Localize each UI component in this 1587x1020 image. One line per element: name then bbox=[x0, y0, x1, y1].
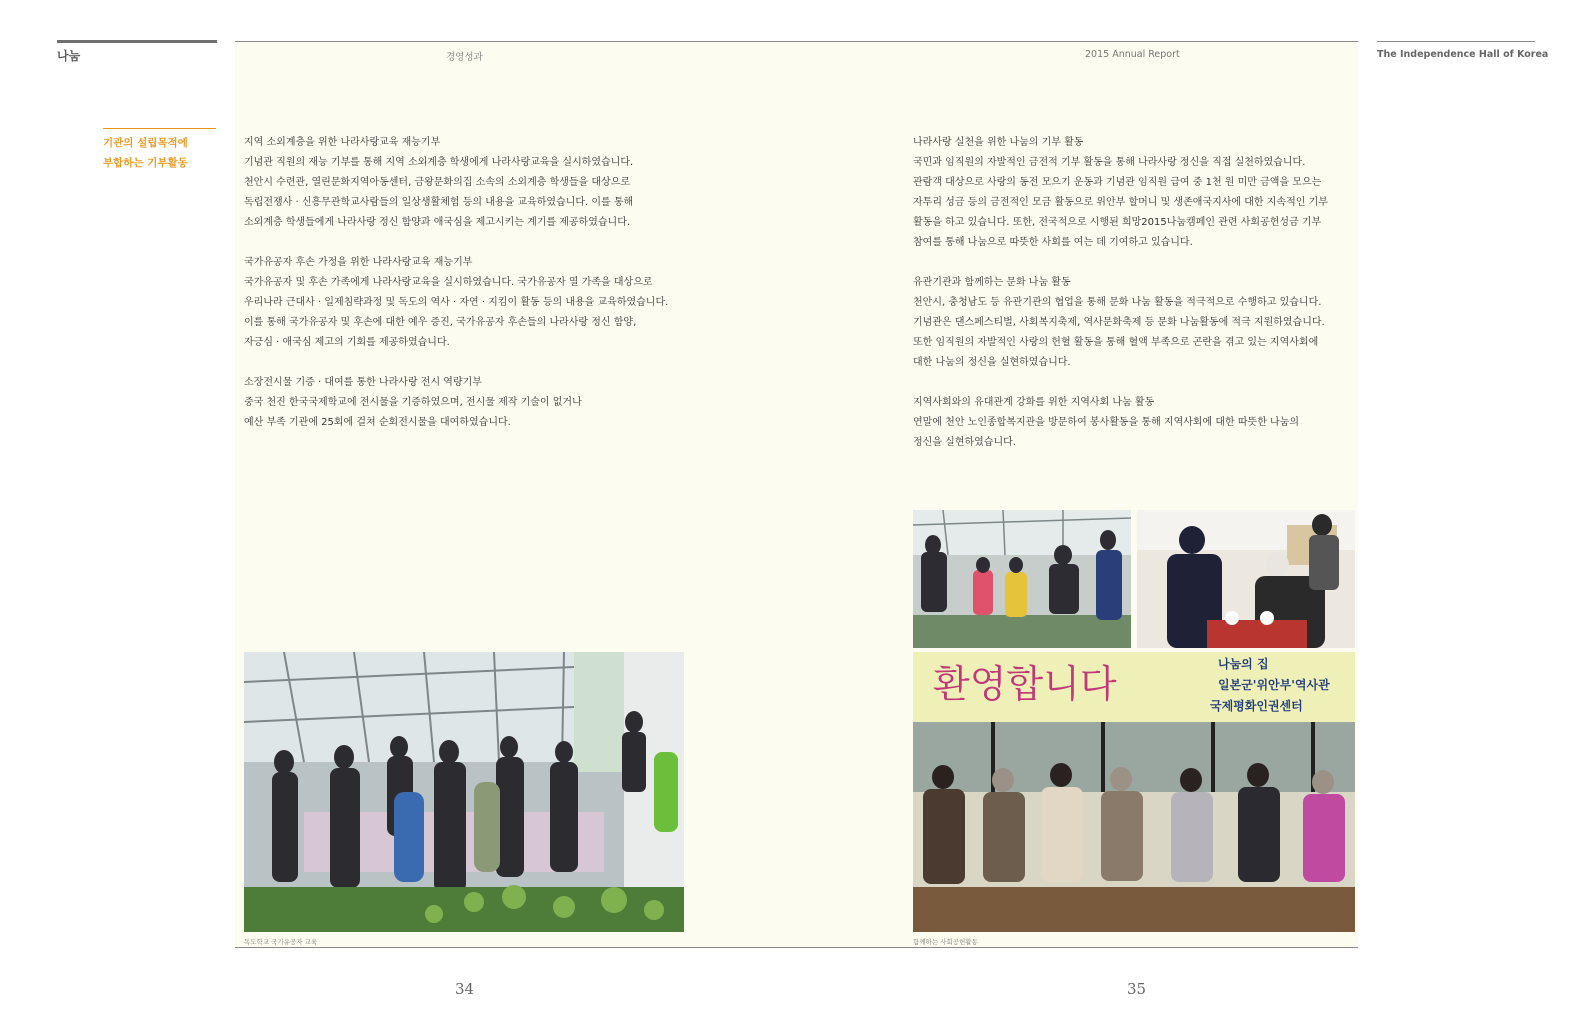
text-line: 참여를 통해 나눔으로 따뜻한 사회를 여는 데 기여하고 있습니다. bbox=[913, 237, 1193, 248]
left-photo-caption: 독도학교 국가유공자 교육 bbox=[244, 938, 318, 946]
org-rule bbox=[1377, 41, 1535, 42]
right-running-header: 2015 Annual Report bbox=[1085, 49, 1180, 60]
banner-line: 나눔의 집 bbox=[1218, 657, 1269, 671]
right-photo-caption: 함께하는 사회공헌활동 bbox=[913, 938, 978, 946]
text-block bbox=[244, 253, 694, 353]
section-label: 나눔 bbox=[57, 49, 81, 63]
text-line: 이를 통해 국가유공자 및 후손에 대한 예우 증진, 국가유공자 후손들의 나라사랑 정신 함양, bbox=[244, 317, 637, 328]
text-block bbox=[244, 373, 694, 433]
text-line: 중국 천진 한국국제학교에 전시물을 기증하였으며, 전시물 제작 기술이 없거나 bbox=[244, 397, 582, 408]
text-line: 예산 부족 기관에 25회에 걸쳐 순회전시물을 대여하였습니다. bbox=[244, 417, 511, 428]
welcome-banner-group-photo bbox=[913, 652, 1355, 932]
group-photo-illustration bbox=[913, 652, 1355, 932]
block-heading: 소장전시물 기증 · 대여를 통한 나라사랑 전시 역량기부 bbox=[244, 377, 482, 388]
banner-line: 국제평화인권센터 bbox=[1210, 699, 1303, 713]
block-heading: 지역사회와의 유대관계 강화를 위한 지역사회 나눔 활동 bbox=[913, 397, 1155, 408]
sidebar-title bbox=[103, 133, 223, 173]
text-block bbox=[244, 133, 694, 233]
text-line: 정신을 실현하였습니다. bbox=[913, 437, 1016, 448]
greenhouse-photo-illustration bbox=[244, 652, 684, 932]
text-line: 독립전쟁사 · 신흥무관학교사람들의 일상생활체험 등의 내용을 교육하였습니다. 이를 통해 bbox=[244, 197, 634, 208]
sidebar-title-line: 부합하는 기부활동 bbox=[103, 157, 188, 169]
text-line: 자투리 성금 등의 금전적인 모금 활동으로 위안부 할머니 및 생존애국지사에 대한 지속적인 기부 bbox=[913, 197, 1328, 208]
text-line: 자긍심 · 애국심 제고의 기회를 제공하였습니다. bbox=[244, 337, 450, 348]
page-number-left: 34 bbox=[455, 980, 475, 998]
left-column bbox=[244, 133, 694, 453]
text-line: 소외계층 학생들에게 나라사랑 정신 함양과 애국심을 제고시키는 계기를 제공하였습니다. bbox=[244, 217, 631, 228]
block-heading: 지역 소외계층을 위한 나라사랑교육 재능기부 bbox=[244, 137, 441, 148]
text-line: 국가유공자 및 후손 가족에게 나라사랑교육을 실시하였습니다. 국가유공자 열 가족을 대상으로 bbox=[244, 277, 653, 288]
banner-big-text: 환영합니다 bbox=[933, 662, 1117, 706]
text-line: 활동을 하고 있습니다. 또한, 전국적으로 시행된 희망2015나눔캠페인 관련 사회공헌성금 기부 bbox=[913, 217, 1322, 228]
donation-handover-photo bbox=[1137, 510, 1355, 648]
donation-photo-illustration bbox=[1137, 510, 1355, 648]
text-line: 관람객 대상으로 사랑의 동전 모으기 운동과 기념관 임직원 급여 중 1천 원 미만 금액을 모으는 bbox=[913, 177, 1322, 188]
block-heading: 국가유공자 후손 가정을 위한 나라사랑교육 재능기부 bbox=[244, 257, 473, 268]
greenhouse-education-photo bbox=[244, 652, 684, 932]
text-line: 대한 나눔의 정신을 실현하였습니다. bbox=[913, 357, 1071, 368]
org-name: The Independence Hall of Korea bbox=[1377, 49, 1549, 60]
text-block bbox=[913, 393, 1353, 453]
text-block bbox=[913, 273, 1353, 373]
sidebar-rule bbox=[103, 128, 216, 129]
left-running-header: 경영성과 bbox=[446, 52, 483, 63]
text-line: 또한 임직원의 자발적인 사랑의 헌혈 활동을 통해 혈액 부족으로 곤란을 겪고 있는 지역사회에 bbox=[913, 337, 1319, 348]
text-line: 천안시, 충청남도 등 유관기관의 협업을 통해 문화 나눔 활동을 적극적으로 수행하고 있습니다. bbox=[913, 297, 1322, 308]
page-number-right: 35 bbox=[1127, 980, 1147, 998]
text-line: 연말에 천안 노인종합복지관을 방문하여 봉사활동을 통해 지역사회에 대한 따뜻한 나눔의 bbox=[913, 417, 1300, 428]
text-line: 국민과 임직원의 자발적인 금전적 기부 활동을 통해 나라사랑 정신을 직접 실천하였습니다. bbox=[913, 157, 1306, 168]
text-line: 기념관은 댄스페스티벌, 사회복지축제, 역사문화축제 등 문화 나눔활동에 적극 지원하였습니다. bbox=[913, 317, 1325, 328]
block-heading: 나라사랑 실천을 위한 나눔의 기부 활동 bbox=[913, 137, 1084, 148]
text-line: 우리나라 근대사 · 일제침략과정 및 독도의 역사 · 자연 · 지킴이 활동 등의 내용을 교육하였습니다. bbox=[244, 297, 669, 308]
right-column bbox=[913, 133, 1353, 473]
block-heading: 유관기관과 함께하는 문화 나눔 활동 bbox=[913, 277, 1071, 288]
section-rule bbox=[57, 40, 217, 43]
text-line: 기념관 직원의 재능 기부를 통해 지역 소외계층 학생에게 나라사랑교육을 실시하였습니다. bbox=[244, 157, 634, 168]
planting-activity-photo bbox=[913, 510, 1131, 648]
planting-photo-illustration bbox=[913, 510, 1131, 648]
text-line: 천안시 수련관, 열린문화지역아동센터, 금왕문화의집 소속의 소외계층 학생들을 대상으로 bbox=[244, 177, 631, 188]
sidebar-title-line: 기관의 설립목적에 bbox=[103, 137, 188, 149]
text-block bbox=[913, 133, 1353, 253]
banner-line: 일본군'위안부'역사관 bbox=[1218, 678, 1330, 692]
